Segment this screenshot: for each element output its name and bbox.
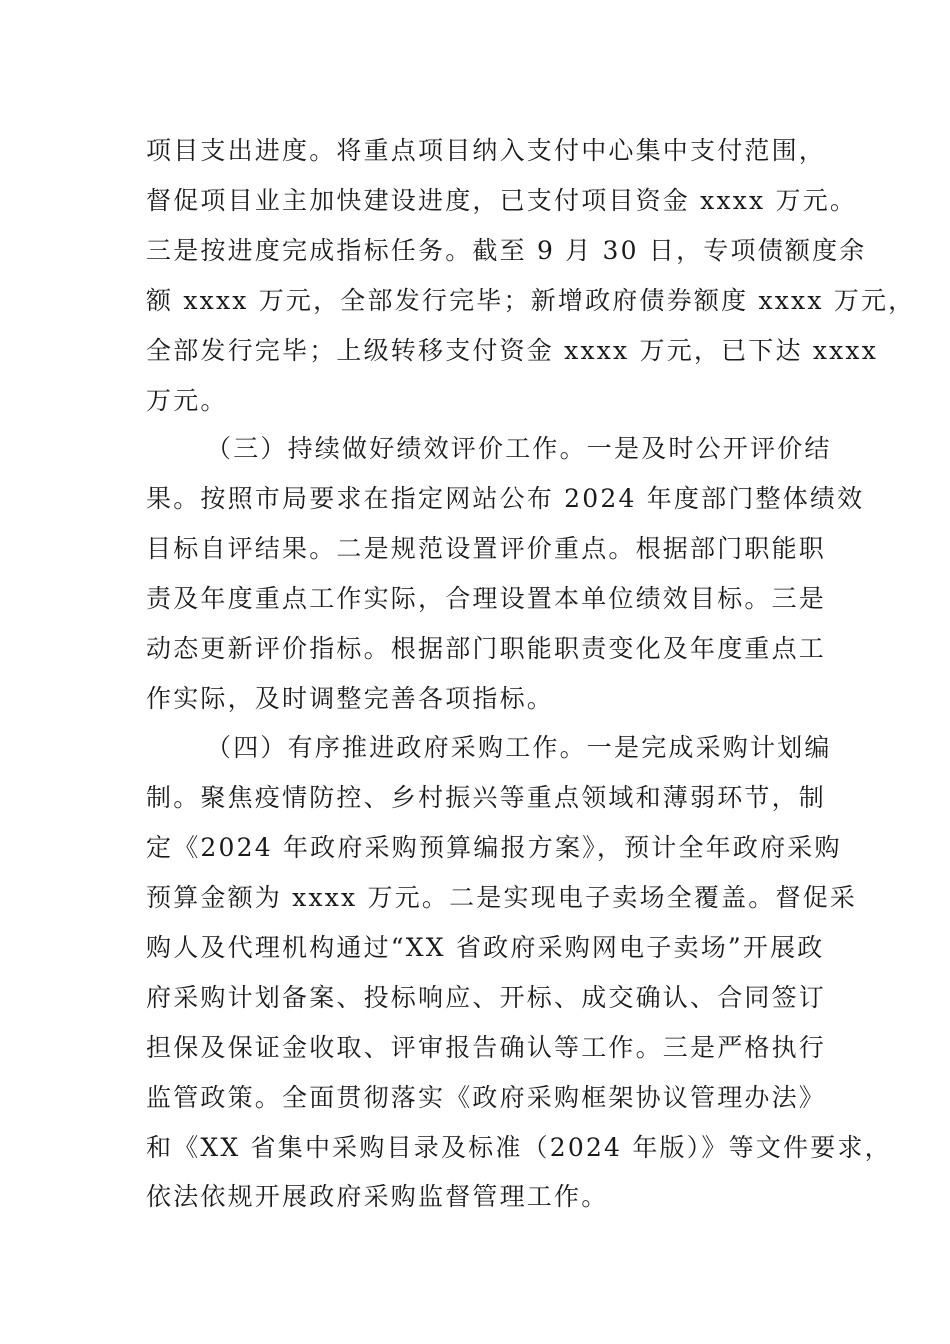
text-line: 动态更新评价指标。根据部门职能职责变化及年度重点工: [146, 634, 827, 663]
text-line: 万元。: [146, 386, 228, 415]
text-line: 果。按照市局要求在指定网站公布 2024 年度部门整体绩效: [146, 484, 865, 513]
text-line: 担保及保证金收取、评审报告确认等工作。三是严格执行: [146, 1033, 827, 1062]
text-line: 监管政策。全面贯彻落实《政府采购框架协议管理办法》: [146, 1083, 827, 1112]
text-line: 预算金额为 xxxx 万元。二是实现电子卖场全覆盖。督促采: [146, 883, 858, 912]
text-line: 目标自评结果。二是规范设置评价重点。根据部门职能职: [146, 534, 827, 563]
text-line: 三是按进度完成指标任务。截至 9 月 30 日，专项债额度余: [146, 236, 867, 265]
text-line: 定《2024 年政府采购预算编报方案》，预计全年政府采购: [146, 833, 842, 862]
text-line: 府采购计划备案、投标响应、开标、成交确认、合同签订: [146, 983, 827, 1012]
text-line: 督促项目业主加快建设进度，已支付项目资金 xxxx 万元。: [146, 186, 858, 215]
text-line: 作实际，及时调整完善各项指标。: [146, 684, 555, 713]
section-heading-line: （四）有序推进政府采购工作。一是完成采购计划编: [206, 733, 832, 762]
text-line: 责及年度重点工作实际，合理设置本单位绩效目标。三是: [146, 584, 827, 613]
text-line: 依法依规开展政府采购监督管理工作。: [146, 1182, 609, 1211]
text-line: 和《XX 省集中采购目录及标准（2024 年版）》等文件要求，: [146, 1133, 892, 1162]
text-line: 额 xxxx 万元，全部发行完毕；新增政府债券额度 xxxx 万元，: [146, 286, 916, 315]
text-line: 购人及代理机构通过“XX 省政府采购网电子卖场”开展政: [146, 933, 825, 962]
section-heading-line: （三）持续做好绩效评价工作。一是及时公开评价结: [206, 434, 832, 463]
text-line: 项目支出进度。将重点项目纳入支付中心集中支付范围，: [146, 136, 827, 165]
text-line: 全部发行完毕；上级转移支付资金 xxxx 万元，已下达 xxxx: [146, 336, 879, 365]
text-line: 制。聚焦疫情防控、乡村振兴等重点领域和薄弱环节，制: [146, 783, 827, 812]
